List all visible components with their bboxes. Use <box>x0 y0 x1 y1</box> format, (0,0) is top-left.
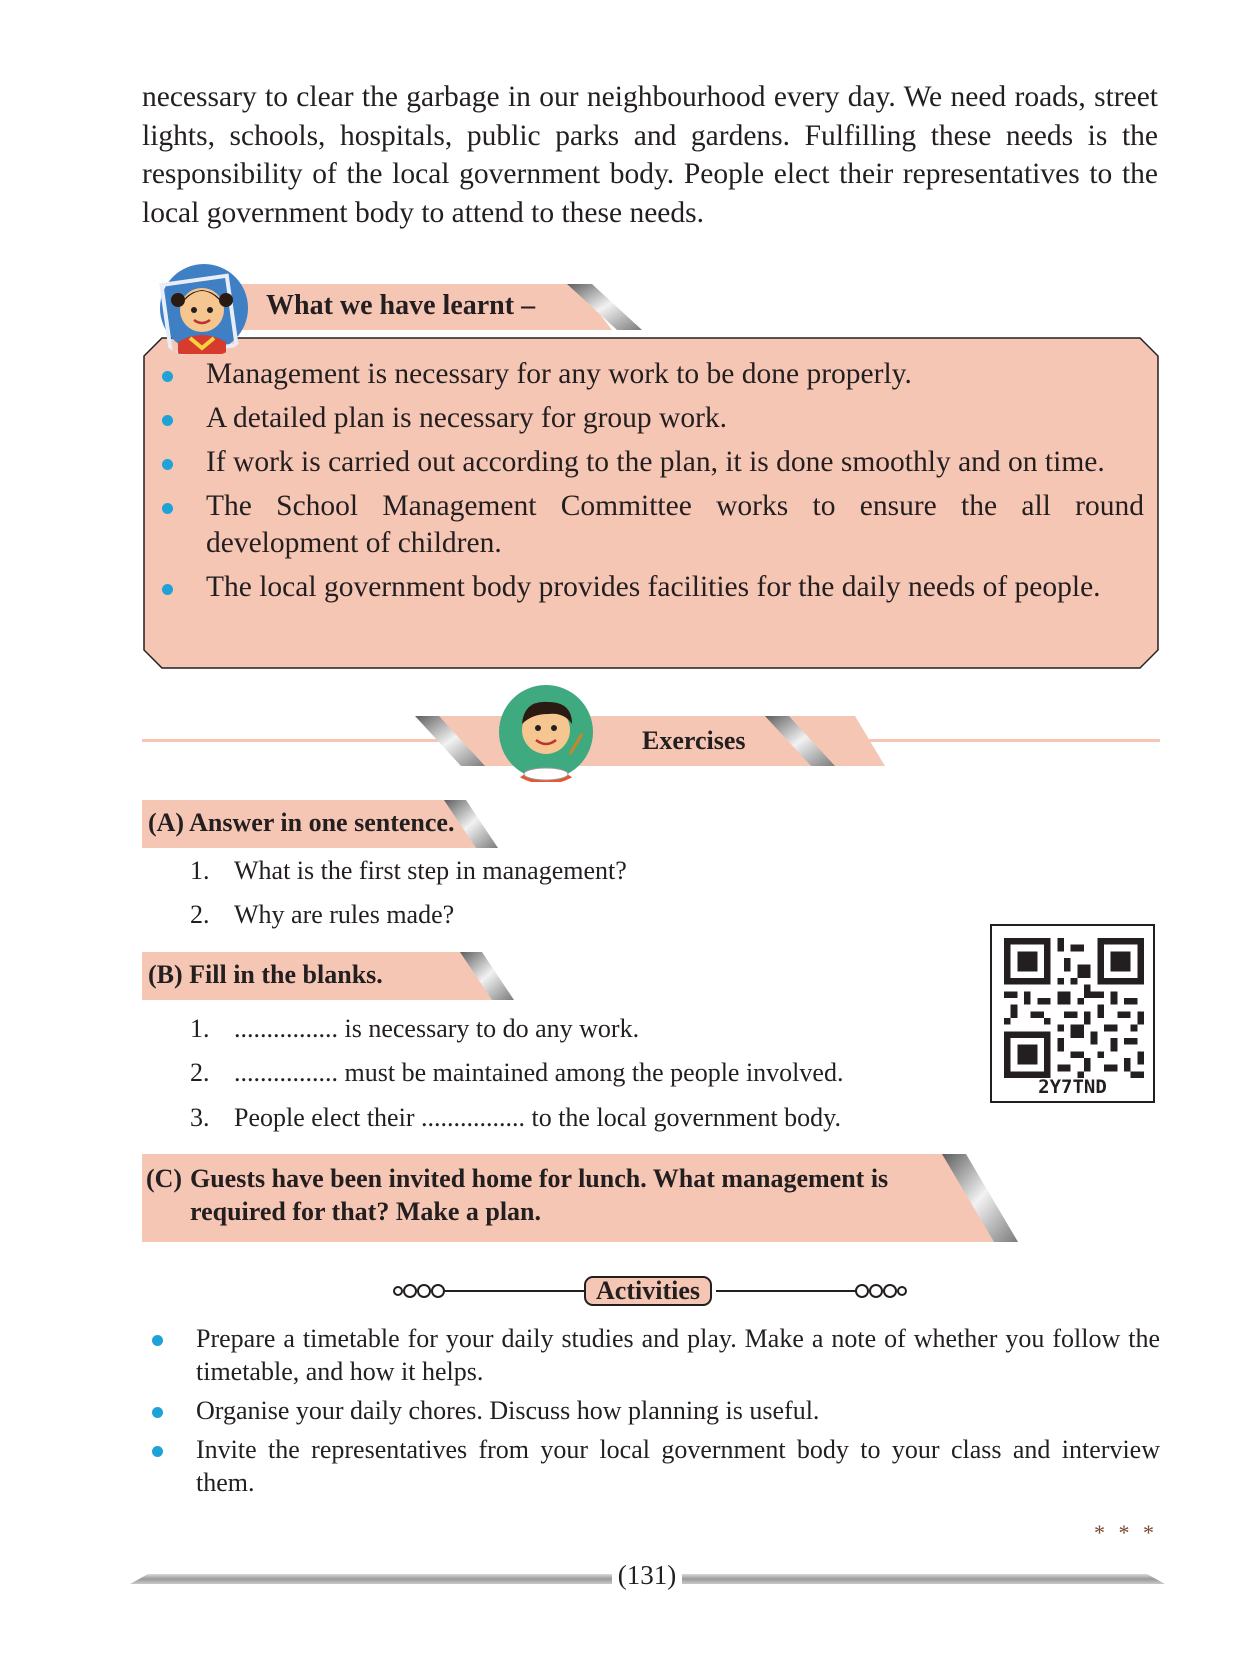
bullet-icon <box>162 459 173 470</box>
section-b-heading: (B) Fill in the blanks. <box>142 952 522 1000</box>
page-number: (131) <box>612 1560 682 1590</box>
bullet-icon <box>162 584 173 595</box>
girl-avatar-icon <box>148 262 254 358</box>
bullet-icon <box>152 1407 163 1418</box>
qr-label: 2Y7TND <box>1038 1076 1107 1098</box>
list-item: Invite the representatives from your local government body to your class and interview them. <box>150 1433 1160 1499</box>
intro-paragraph <box>142 78 1158 232</box>
list-item: A detailed plan is necessary for group work. <box>158 400 1144 437</box>
section-c-heading: (C) Guests have been invited home for lunch. What management is required for that? Make a plan. <box>146 1164 889 1226</box>
bullet-icon <box>152 1446 163 1457</box>
learnt-list <box>158 356 1144 613</box>
intro-text: necessary to clear the garbage in our neighbourhood every day. We need roads, street lights, schools, hospitals, public parks and gardens. Fulfilling these needs is the responsibility of the local government body. People elect their representatives to the local government body to attend to these needs. <box>142 81 1158 229</box>
list-item: Management is necessary for any work to be done properly. <box>158 356 1144 393</box>
qr-code[interactable] <box>990 924 1155 1103</box>
list-item: Organise your daily chores. Discuss how planning is useful. <box>150 1394 1160 1427</box>
activities-title: Activities <box>584 1276 712 1306</box>
bullet-icon <box>162 503 173 514</box>
qr-pattern-icon <box>1004 938 1144 1078</box>
bullet-icon <box>152 1335 163 1346</box>
activities-list <box>150 1322 1160 1505</box>
section-a-heading: (A) Answer in one sentence. <box>142 800 502 848</box>
bullet-icon <box>162 371 173 382</box>
end-mark: * * * <box>1094 1520 1158 1545</box>
list-item: The School Management Committee works to ensure the all round development of children. <box>158 488 1144 562</box>
bullet-icon <box>162 415 173 426</box>
list-item: If work is carried out according to the plan, it is done smoothly and on time. <box>158 444 1144 481</box>
exercises-title: Exercises <box>642 726 746 755</box>
learnt-title: What we have learnt – <box>266 290 536 321</box>
list-item: Prepare a timetable for your daily studies and play. Make a note of whether you follow the timetable, and how it helps. <box>150 1322 1160 1388</box>
list-item: The local government body provides facilities for the daily needs of people. <box>158 569 1144 606</box>
boy-avatar-icon <box>494 684 598 784</box>
